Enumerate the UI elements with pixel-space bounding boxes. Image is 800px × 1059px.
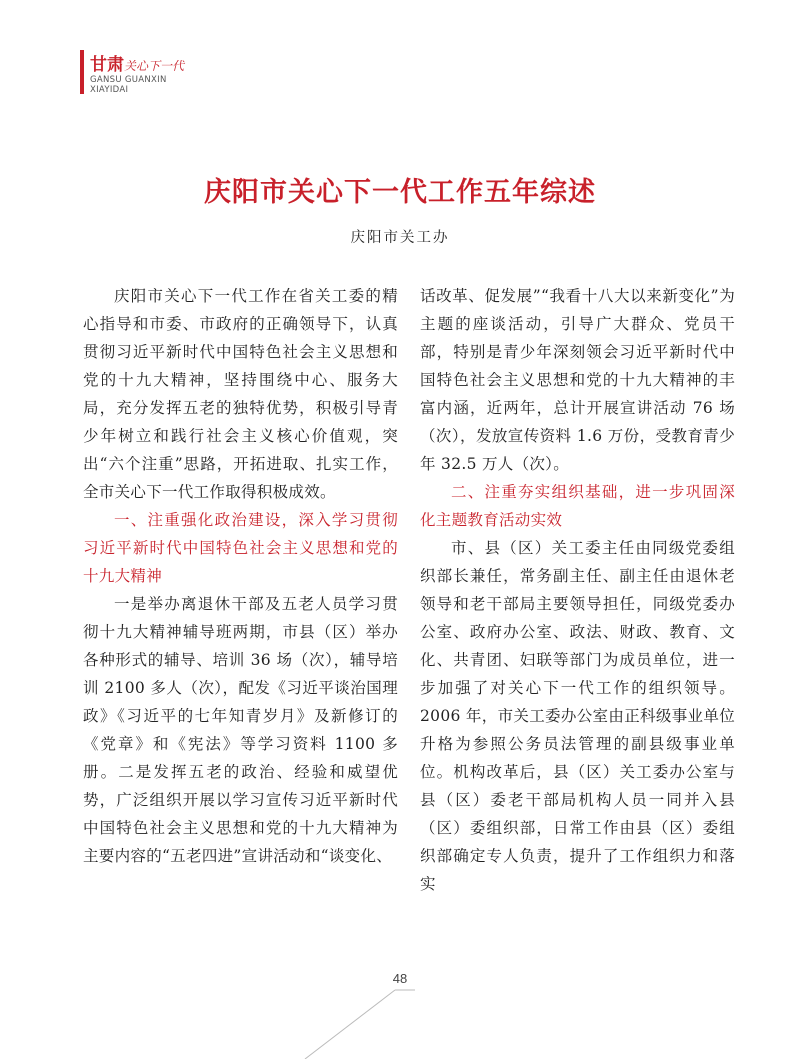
body-paragraph: 一是举办离退休干部及五老人员学习贯彻十九大精神辅导班两期，市县（区）举办各种形式的辅导、培训 36 场（次），辅导培训 2100 多人（次），配发《习近平谈治国理政》《习近平的七年知青岁月》及新修订的《党章》和《宪法》等学习资料 1100 多册。二是发挥五老的政治、经验和威望优势，广泛组织开展以学习宣传习近平新时代中国特色社会主义思想和党的十九大精神为主要内容的“五老四进”宣讲活动和“谈变化、 xyxy=(83,595,398,865)
body-paragraph-continued: 话改革、促发展”“我看十八大以来新变化”为主题的座谈活动，引导广大群众、党员干部，特别是青少年深刻领会习近平新时代中国特色社会主义思想和党的十九大精神的丰富内涵，近两年，总计开展宣讲活动 76 场（次），发放宣传资料 1.6 万份，受教育青少年 32.5 万人（次）。 xyxy=(420,287,735,473)
article-title: 庆阳市关心下一代工作五年综述 xyxy=(204,177,596,208)
logo-english-line-2: XIAYIDAI xyxy=(90,85,129,95)
page-number: 48 xyxy=(392,971,408,986)
logo-chinese-main: 甘肃 xyxy=(90,55,124,75)
section-heading-1: 一、注重强化政治建设，深入学习贯彻习近平新时代中国特色社会主义思想和党的十九大精神 xyxy=(83,511,398,585)
article-author: 庆阳市关工办 xyxy=(350,230,450,246)
magazine-logo xyxy=(80,50,220,100)
footer-diagonal-line xyxy=(305,990,395,1059)
logo-chinese-small: 关心下一代 xyxy=(124,59,185,73)
logo-english-line-1: GANSU GUANXIN xyxy=(90,75,167,85)
logo-accent-bar xyxy=(80,50,84,94)
logo-chinese xyxy=(90,50,184,75)
left-column xyxy=(83,282,398,870)
section-heading-2: 二、注重夯实组织基础，进一步巩固深化主题教育活动实效 xyxy=(420,483,735,529)
body-paragraph: 庆阳市关心下一代工作在省关工委的精心指导和市委、市政府的正确领导下，认真贯彻习近平新时代中国特色社会主义思想和党的十九大精神，坚持围绕中心、服务大局，充分发挥五老的独特优势，积极引导青少年树立和践行社会主义核心价值观，突出“六个注重”思路，开拓进取、扎实工作，全市关心下一代工作取得积极成效。 xyxy=(83,287,398,501)
body-paragraph: 市、县（区）关工委主任由同级党委组织部长兼任，常务副主任、副主任由退休老领导和老干部局主要领导担任，同级党委办公室、政府办公室、政法、财政、教育、文化、共青团、妇联等部门为成员单位，进一步加强了对关心下一代工作的组织领导。2006 年，市关工委办公室由正科级事业单位升格为参照公务员法管理的副县级事业单位。机构改革后，县（区）关工委办公室与县（区）委老干部局机构人员一同并入县（区）委组织部，日常工作由县（区）委组织部确定专人负责，提升了工作组织力和落实 xyxy=(420,539,735,893)
right-column xyxy=(420,282,735,898)
